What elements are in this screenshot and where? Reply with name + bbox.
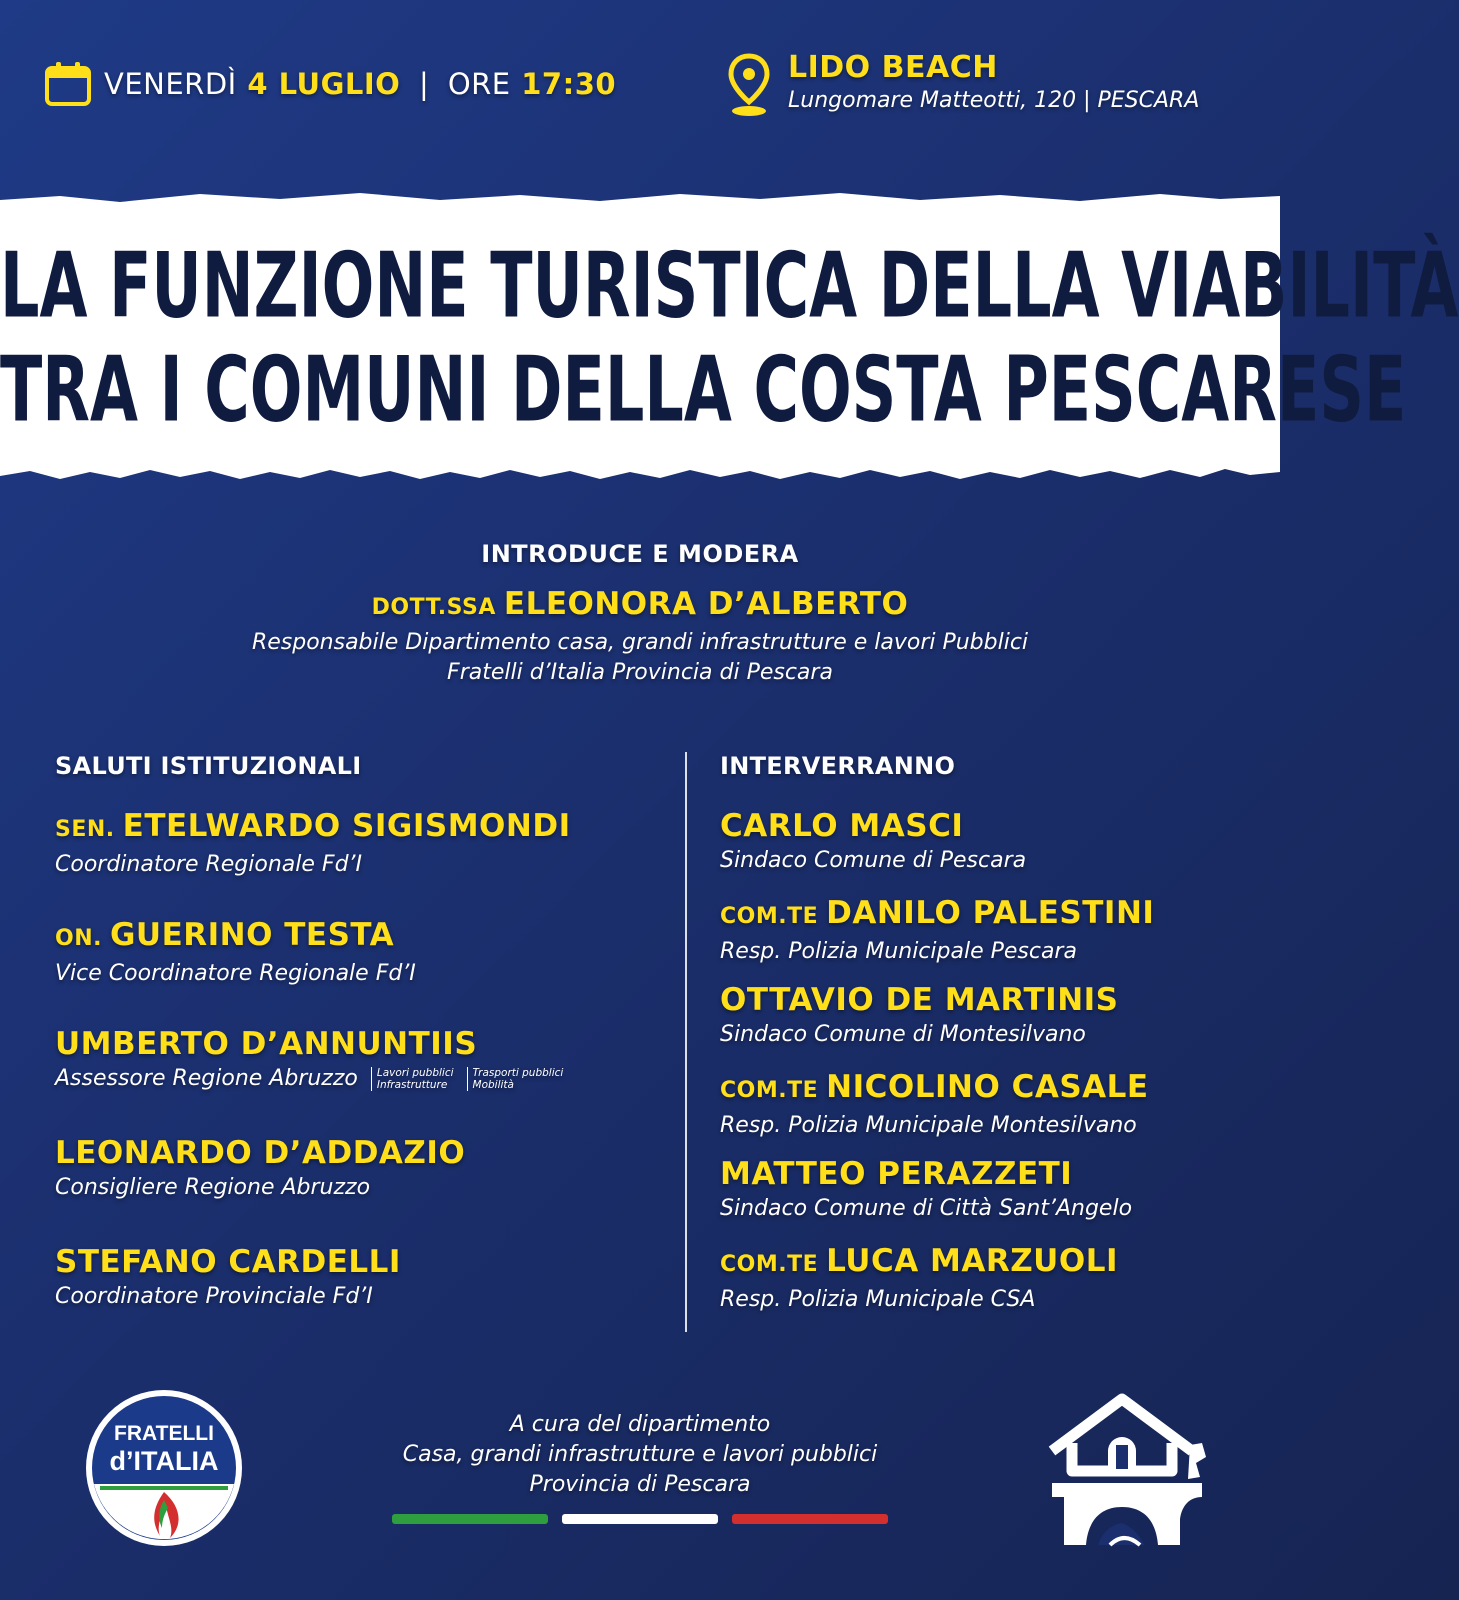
- speaker-prefix: COM.TE: [720, 1078, 819, 1103]
- speaker-prefix: COM.TE: [720, 904, 819, 929]
- title-banner: [0, 190, 1459, 490]
- speakers-column: [720, 752, 1260, 1328]
- event-title-line-2: TRA I COMUNI DELLA COSTA PESCARESE: [0, 336, 1407, 443]
- speaker-name: GUERINO TESTA: [109, 917, 395, 953]
- speaker-name: LEONARDO D’ADDAZIO: [55, 1135, 466, 1171]
- event-day: VENERDÌ: [104, 67, 237, 101]
- speaker-name: STEFANO CARDELLI: [55, 1244, 401, 1280]
- speaker-role: Coordinatore Provinciale Fd’I: [55, 1284, 373, 1309]
- speaker-item: [55, 1024, 665, 1133]
- speaker-name: DANILO PALESTINI: [826, 895, 1155, 931]
- venue-address: Lungomare Matteotti, 120 | PESCARA: [788, 88, 1200, 113]
- speaker-role-line: [55, 1064, 665, 1094]
- speaker-name: LUCA MARZUOLI: [826, 1243, 1118, 1279]
- speaker-item: [55, 1242, 665, 1351]
- column-header-left: SALUTI ISTITUZIONALI: [55, 752, 362, 780]
- speaker-role: Assessore Regione Abruzzo: [55, 1066, 358, 1091]
- event-time: 17:30: [521, 67, 617, 101]
- footer-line-3: Provincia di Pescara: [529, 1472, 751, 1497]
- speaker-name: UMBERTO D’ANNUNTIIS: [55, 1026, 478, 1062]
- tricolor-green: [392, 1514, 548, 1524]
- speaker-name: MATTEO PERAZZETI: [720, 1156, 1073, 1192]
- speaker-item: [720, 1154, 1260, 1241]
- speaker-item: [720, 980, 1260, 1067]
- tricolor-stripe: [392, 1514, 888, 1524]
- role-detail-2-line-1: Trasporti pubblici: [472, 1067, 564, 1079]
- column-header-right: INTERVERRANNO: [720, 752, 956, 780]
- event-date-time: [44, 58, 616, 110]
- footer-line-1: A cura del dipartimento: [509, 1412, 771, 1437]
- speaker-name: CARLO MASCI: [720, 808, 964, 844]
- footer-line-2: Casa, grandi infrastrutture e lavori pubblici: [402, 1442, 878, 1467]
- speaker-item: [720, 1241, 1260, 1328]
- speaker-prefix: SEN.: [55, 817, 115, 842]
- separator: |: [418, 67, 430, 101]
- speaker-name: ETELWARDO SIGISMONDI: [122, 808, 571, 844]
- fratelli-italia-logo: [84, 1388, 244, 1548]
- role-detail-2: [467, 1067, 564, 1091]
- speaker-role: Sindaco Comune di Montesilvano: [720, 1022, 1086, 1047]
- house-bridge-gear-icon: [1040, 1385, 1215, 1555]
- event-title-line-1: LA FUNZIONE TURISTICA DELLA VIABILITÀ: [0, 232, 1459, 339]
- speaker-prefix: ON.: [55, 926, 102, 951]
- institutional-greetings-column: [55, 752, 665, 1351]
- speaker-role: Resp. Polizia Municipale Montesilvano: [720, 1113, 1137, 1138]
- time-label: ORE: [447, 67, 511, 101]
- calendar-icon: [44, 60, 92, 108]
- speaker-item: [55, 806, 665, 915]
- speaker-item: [55, 1133, 665, 1242]
- speaker-name: OTTAVIO DE MARTINIS: [720, 982, 1119, 1018]
- speaker-name: NICOLINO CASALE: [826, 1069, 1149, 1105]
- speaker-role: Resp. Polizia Municipale CSA: [720, 1287, 1036, 1312]
- speaker-item: [55, 915, 665, 1024]
- moderator-name: ELEONORA D’ALBERTO: [503, 586, 909, 622]
- speaker-role: Sindaco Comune di Pescara: [720, 848, 1027, 873]
- role-detail-2-line-2: Mobilità: [472, 1079, 514, 1091]
- tricolor-red: [732, 1514, 888, 1524]
- event-date: 4 LUGLIO: [247, 67, 401, 101]
- column-divider: [685, 752, 687, 1332]
- speaker-item: [720, 893, 1260, 980]
- speaker-role: Coordinatore Regionale Fd’I: [55, 852, 363, 877]
- event-venue: [728, 50, 1199, 118]
- venue-name: LIDO BEACH: [788, 50, 998, 85]
- speaker-role: Resp. Polizia Municipale Pescara: [720, 939, 1077, 964]
- speaker-item: [720, 1067, 1260, 1154]
- speaker-prefix: COM.TE: [720, 1252, 819, 1277]
- moderator-section: [0, 540, 1280, 688]
- speaker-role: Vice Coordinatore Regionale Fd’I: [55, 961, 416, 986]
- tricolor-white: [562, 1514, 718, 1524]
- logo-text-line-2: d’ITALIA: [109, 1446, 219, 1476]
- footer-credits: [340, 1410, 940, 1500]
- moderator-role-line-2: Fratelli d’Italia Provincia di Pescara: [447, 660, 833, 685]
- location-pin-icon: [728, 54, 770, 118]
- moderator-name-line: [0, 586, 1280, 622]
- role-detail-1-line-1: Lavori pubblici: [376, 1067, 454, 1079]
- speaker-role: Consigliere Regione Abruzzo: [55, 1175, 371, 1200]
- moderator-role-line-1: Responsabile Dipartimento casa, grandi infrastrutture e lavori Pubblici: [251, 630, 1029, 655]
- moderator-label: INTRODUCE E MODERA: [481, 540, 799, 568]
- moderator-prefix: DOTT.SSA: [371, 595, 496, 620]
- speaker-item: [720, 806, 1260, 893]
- speaker-role: Sindaco Comune di Città Sant’Angelo: [720, 1196, 1133, 1221]
- role-detail-1-line-2: Infrastrutture: [376, 1079, 448, 1091]
- logo-text-line-1: FRATELLI: [114, 1422, 214, 1445]
- role-detail-1: [371, 1067, 454, 1091]
